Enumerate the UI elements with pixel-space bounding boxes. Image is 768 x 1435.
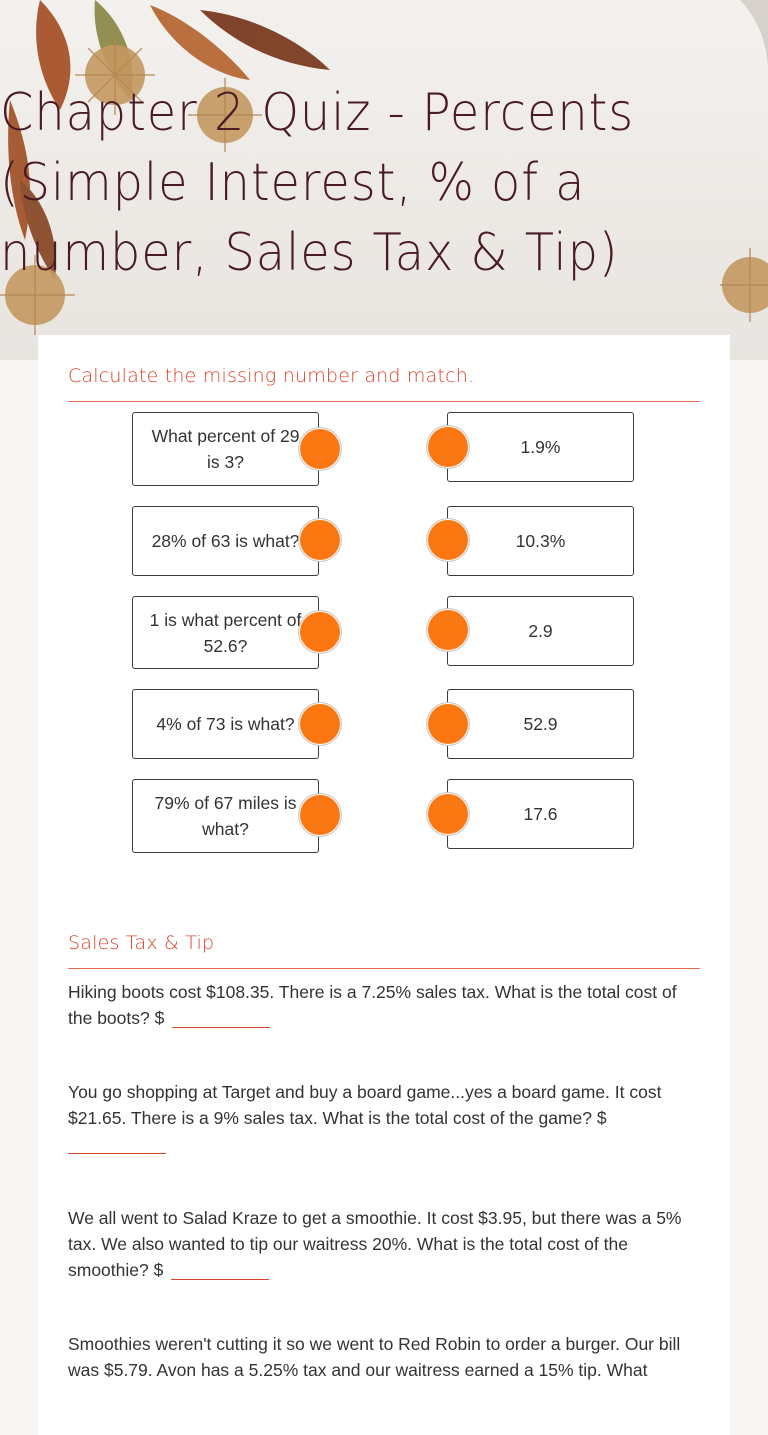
match-right-connector-dot[interactable] xyxy=(427,426,469,468)
match-right-item[interactable] xyxy=(447,412,634,482)
page-title: Chapter 2 Quiz - Percents (Simple Interest, % of a number, Sales Tax & Tip) xyxy=(0,83,635,283)
question-item xyxy=(68,1205,704,1283)
match-left-connector-dot[interactable] xyxy=(299,703,341,745)
match-right-connector-dot[interactable] xyxy=(427,703,469,745)
match-left-item[interactable] xyxy=(132,506,319,576)
question-text: You go shopping at Target and buy a board game...yes a board game. It cost $21.65. There is a 9% sales tax. What is the total cost of the game? $ xyxy=(68,1082,662,1128)
header-banner xyxy=(0,0,768,360)
match-left-label: 1 is what percent of 52.6? xyxy=(149,609,302,656)
match-right-label: 1.9% xyxy=(520,437,561,457)
match-left-connector-dot[interactable] xyxy=(299,428,341,470)
match-left-label: 4% of 73 is what? xyxy=(156,714,295,734)
match-left-connector-dot[interactable] xyxy=(299,794,341,836)
match-left-item[interactable] xyxy=(132,689,319,759)
match-right-label: 10.3% xyxy=(515,531,566,551)
match-left-label: 28% of 63 is what? xyxy=(151,531,300,551)
match-right-item[interactable] xyxy=(447,506,634,576)
sales-tax-section-title: Sales Tax & Tip xyxy=(68,932,215,954)
match-right-connector-dot[interactable] xyxy=(427,793,469,835)
match-right-connector-dot[interactable] xyxy=(427,609,469,651)
match-right-connector-dot[interactable] xyxy=(427,519,469,561)
question-text: Smoothies weren't cutting it so we went to Red Robin to order a burger. Our bill was $5.79. Avon has a 5.25% tax and our waitress earned a 15% tip. What xyxy=(68,1334,681,1380)
match-right-item[interactable] xyxy=(447,689,634,759)
question-item xyxy=(68,979,704,1031)
question-text: Hiking boots cost $108.35. There is a 7.25% sales tax. What is the total cost of the boots? $ xyxy=(68,982,677,1028)
match-right-label: 17.6 xyxy=(523,804,558,824)
question-text: We all went to Salad Kraze to get a smoothie. It cost $3.95, but there was a 5% tax. We also wanted to tip our waitress 20%. What is the total cost of the smoothie? $ xyxy=(68,1208,682,1280)
match-right-label: 2.9 xyxy=(528,621,553,641)
section-divider xyxy=(68,401,700,402)
quiz-card xyxy=(38,335,730,1435)
matching-section-title: Calculate the missing number and match. xyxy=(68,365,475,387)
section-divider xyxy=(68,968,700,969)
match-left-connector-dot[interactable] xyxy=(299,611,341,653)
match-left-label: What percent of 29 is 3? xyxy=(151,426,300,472)
match-right-label: 52.9 xyxy=(523,714,558,734)
answer-blank-input[interactable] xyxy=(68,1135,166,1154)
match-left-item[interactable] xyxy=(132,596,319,669)
answer-blank-input[interactable] xyxy=(171,1261,269,1280)
question-item xyxy=(68,1331,704,1383)
match-right-item[interactable] xyxy=(447,779,634,849)
question-item xyxy=(68,1079,704,1157)
match-left-connector-dot[interactable] xyxy=(299,519,341,561)
match-left-item[interactable] xyxy=(132,779,319,853)
match-left-label: 79% of 67 miles is what? xyxy=(154,793,297,839)
answer-blank-input[interactable] xyxy=(172,1009,270,1028)
match-left-item[interactable] xyxy=(132,412,319,486)
match-right-item[interactable] xyxy=(447,596,634,666)
